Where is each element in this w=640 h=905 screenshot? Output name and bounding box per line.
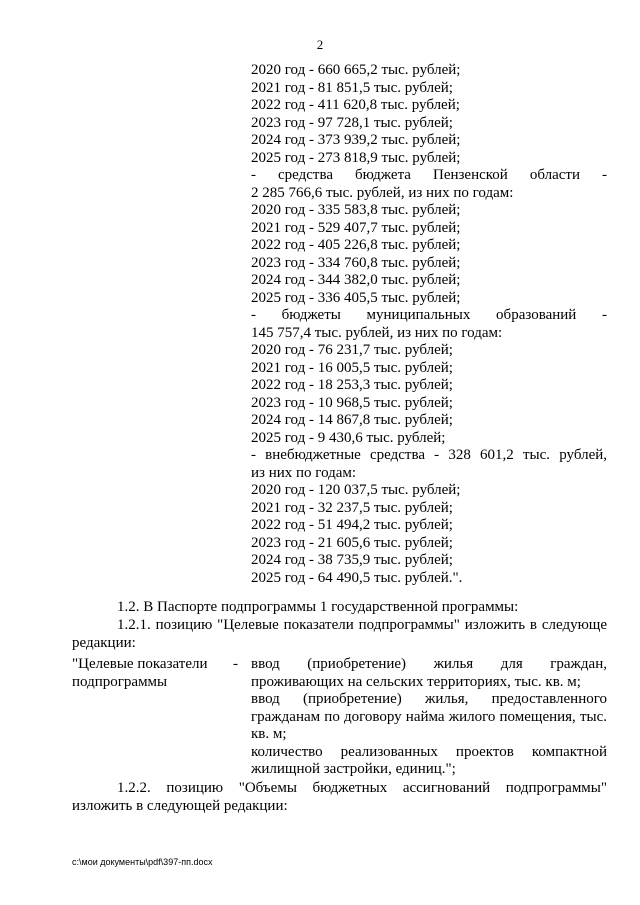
year-line: 2023 год - 334 760,8 тыс. рублей; [251,254,461,271]
year-line: 2024 год - 38 735,9 тыс. рублей; [251,552,453,568]
year-line: 2020 год - 660 665,2 тыс. рублей; [251,62,461,78]
year-line: 2023 год - 10 968,5 тыс. рублей; [251,394,453,411]
section-1-2-1: 1.2.1. позицию "Целевые показатели подпрограммы" изложить в следующе редакции: [72,617,607,651]
year-line: 2021 год - 16 005,5 тыс. рублей; [251,359,453,376]
year-line: 2021 год - 529 407,7 тыс. рублей; [251,219,461,236]
year-line: 2022 год - 405 226,8 тыс. рублей; [251,237,461,253]
targets-dash: - [233,656,238,672]
targets-items [251,656,607,779]
municipal-budget-total: 145 757,4 тыс. рублей, из них по годам: [251,324,503,341]
funding-column [251,62,607,587]
municipal-budget-header: - бюджеты муниципальных образований - [251,307,607,323]
year-line: 2022 год - 51 494,2 тыс. рублей; [251,517,453,533]
target-item: количество реализованных проектов компактной жилищной застройки, единиц."; [251,743,607,777]
year-line: 2024 год - 14 867,8 тыс. рублей; [251,412,453,428]
year-line: 2025 год - 273 818,9 тыс. рублей; [251,149,461,166]
year-line: 2023 год - 97 728,1 тыс. рублей; [251,114,453,131]
year-line: 2020 год - 335 583,8 тыс. рублей; [251,202,461,218]
year-line: 2021 год - 32 237,5 тыс. рублей; [251,499,453,516]
year-line: 2024 год - 373 939,2 тыс. рублей; [251,132,461,148]
year-line: 2021 год - 81 851,5 тыс. рублей; [251,79,453,96]
extrabudgetary-header: - внебюджетные средства - 328 601,2 тыс. рублей, [251,447,607,463]
year-line: 2022 год - 411 620,8 тыс. рублей; [251,97,460,113]
year-line: 2025 год - 64 490,5 тыс. рублей.". [251,569,463,586]
section-1-2: 1.2. В Паспорте подпрограммы 1 государственной программы: [117,599,519,615]
year-line: 2025 год - 336 405,5 тыс. рублей; [251,289,461,306]
year-line: 2024 год - 344 382,0 тыс. рублей; [251,272,461,288]
target-item: ввод (приобретение) жилья, предоставленного гражданам по договору найма жилого помещения, тыс. кв. м; [251,691,607,742]
regional-budget-header: - средства бюджета Пензенской области - [251,167,607,183]
year-line: 2023 год - 21 605,6 тыс. рублей; [251,534,453,551]
target-item: ввод (приобретение) жилья для граждан, проживающих на сельских территориях, тыс. кв. м; [251,656,607,690]
section-1-2-2: 1.2.2. позицию "Объемы бюджетных ассигнований подпрограммы" изложить в следующей редакции: [72,780,607,814]
footer-path: c:\мои документы\pdf\397-пп.docx [72,857,213,867]
year-line: 2020 год - 76 231,7 тыс. рублей; [251,342,453,358]
page-number: 2 [316,37,324,52]
regional-budget-total: 2 285 766,6 тыс. рублей, из них по годам: [251,184,514,201]
extrabudgetary-total: из них по годам: [251,464,357,481]
year-line: 2020 год - 120 037,5 тыс. рублей; [251,482,461,498]
year-line: 2022 год - 18 253,3 тыс. рублей; [251,377,453,393]
targets-label: "Целевые показатели подпрограммы [72,656,208,690]
year-line: 2025 год - 9 430,6 тыс. рублей; [251,429,446,446]
